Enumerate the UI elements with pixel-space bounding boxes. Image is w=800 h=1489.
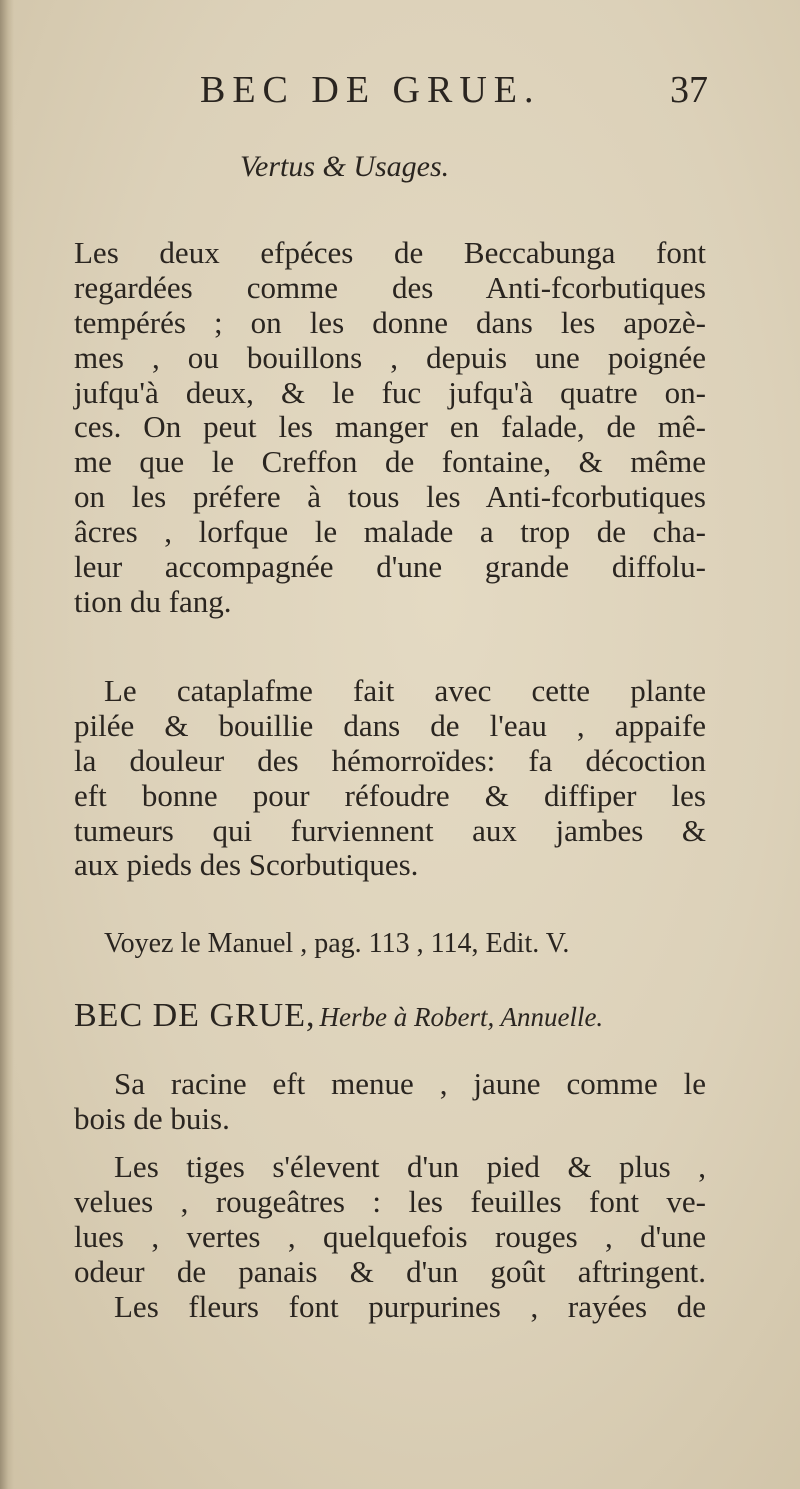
text-line: pilée & bouillie dans de l'eau , appaife xyxy=(74,707,706,743)
text-line: Les fleurs font purpurines , rayées de xyxy=(114,1288,706,1324)
text-line: Le cataplafme fait avec cette plante xyxy=(104,673,706,708)
text-line: Les tiges s'élevent d'un pied & plus , xyxy=(114,1149,706,1184)
text-line: on les préfere à tous les Anti-fcorbutiques xyxy=(74,479,706,515)
text-line: Sa racine eft menue , jaune comme le xyxy=(114,1066,706,1101)
text-line: jufqu'à deux, & le fuc jufqu'à quatre on- xyxy=(74,374,706,410)
text-line: tumeurs qui furviennent aux jambes & xyxy=(74,812,706,848)
text-line: mes , ou bouillons , depuis une poignée xyxy=(74,339,706,375)
entry-subtitle: Herbe à Robert, Annuelle. xyxy=(319,1002,604,1032)
text-line: regardées comme des Anti-fcorbutiques xyxy=(74,269,706,305)
entry-heading xyxy=(74,997,714,1035)
text-line: eft bonne pour réfoudre & diffiper les xyxy=(74,777,706,813)
paragraph-racine xyxy=(74,1067,706,1137)
text-line: velues , rougeâtres : les feuilles font ve- xyxy=(74,1183,706,1219)
text-line: bois de buis. xyxy=(74,1100,230,1136)
text-line: me que le Creffon de fontaine, & même xyxy=(74,444,706,480)
manual-reference: Voyez le Manuel , pag. 113 , 114, Edit. V. xyxy=(104,928,570,959)
running-title: BEC DE GRUE. xyxy=(200,69,541,111)
text-line: lues , vertes , quelquefois rouges , d'une xyxy=(74,1218,706,1254)
paragraph-vertus xyxy=(74,236,706,620)
page-binding-edge xyxy=(0,0,14,1489)
text-line: ces. On peut les manger en falade, de mê- xyxy=(74,409,706,445)
text-line: odeur de panais & d'un goût aftringent. xyxy=(74,1253,706,1289)
text-line: aux pieds des Scorbutiques. xyxy=(74,847,419,883)
paragraph-cataplasme xyxy=(74,674,706,883)
text-line: tion du fang. xyxy=(74,583,232,619)
text-line: leur accompagnée d'une grande diffolu- xyxy=(74,549,706,585)
paragraph-tiges xyxy=(74,1150,706,1324)
text-line: Les deux efpéces de Beccabunga font xyxy=(74,235,706,270)
text-line: tempérés ; on les donne dans les apozè- xyxy=(74,304,706,340)
page-number: 37 xyxy=(670,69,708,111)
entry-title: BEC DE GRUE, xyxy=(74,997,316,1034)
text-line: la douleur des hémorroïdes: fa décoction xyxy=(74,742,706,778)
text-line: âcres , lorfque le malade a trop de cha- xyxy=(74,514,706,550)
page-header xyxy=(200,68,720,118)
section-heading: Vertus & Usages. xyxy=(240,150,450,183)
